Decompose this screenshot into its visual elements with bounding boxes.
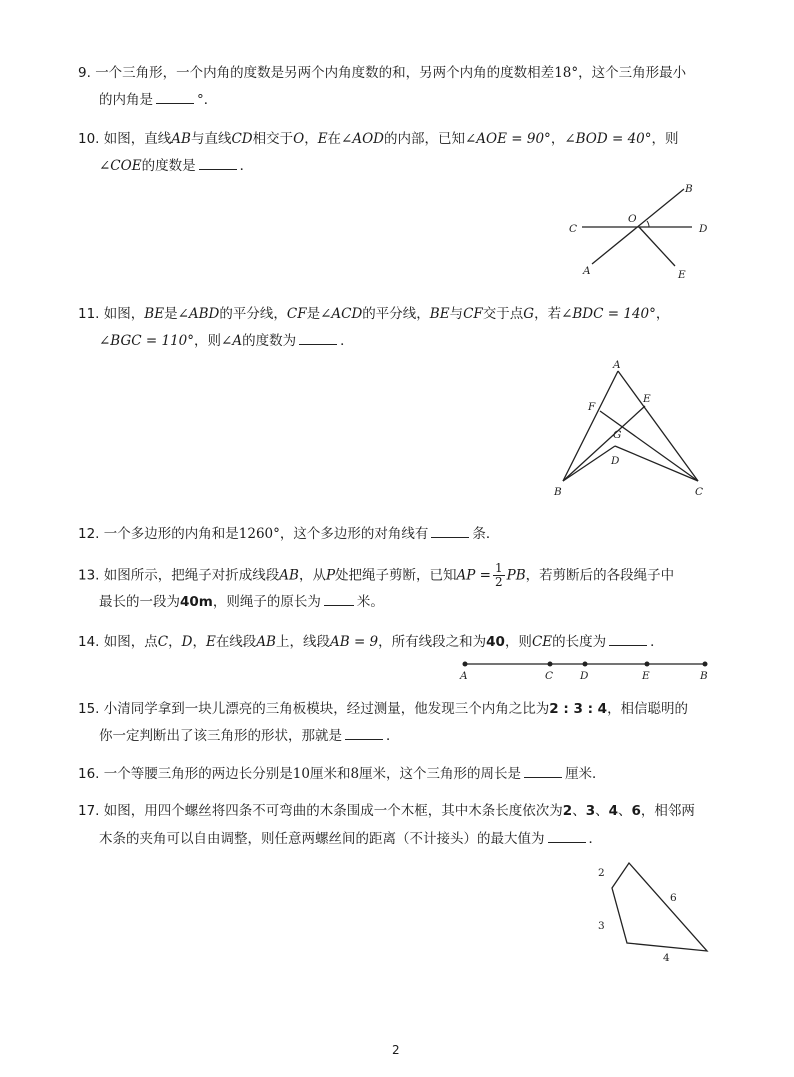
q11-label-E: E — [643, 393, 651, 405]
q11-label-G: G — [613, 429, 622, 441]
q10-label-D: D — [699, 223, 708, 235]
answer-blank[interactable] — [156, 91, 194, 104]
fraction-one-half: $\frac{1}{2}$ — [494, 561, 503, 589]
q17-line-1: 17. 如图，用四个螺丝将四条不可弯曲的木条围成一个木框，其中木条长度依次为2、3、4、6，相邻两 — [78, 803, 695, 819]
q17-number: 17. — [78, 803, 100, 819]
q11-label-F: F — [588, 401, 596, 413]
q11-figure — [545, 355, 720, 500]
page-number: 2 — [392, 1043, 400, 1057]
q14-label-A: A — [460, 670, 468, 682]
answer-blank[interactable] — [299, 332, 337, 345]
q10-label-O: O — [628, 213, 637, 225]
answer-blank[interactable] — [199, 157, 237, 170]
q11-line-2: ∠BGC = 110°，则∠A的度数为 ． — [99, 333, 354, 349]
q15-number: 15. — [78, 701, 100, 717]
q17-label-3: 3 — [598, 920, 605, 932]
answer-blank[interactable] — [431, 525, 469, 538]
answer-blank[interactable] — [345, 727, 383, 740]
q17-figure — [585, 855, 720, 970]
q11-number: 11. — [78, 306, 100, 322]
q12-number: 12. — [78, 526, 100, 542]
q13-number: 13. — [78, 567, 100, 584]
q16-number: 16. — [78, 766, 100, 782]
q14-label-B: B — [700, 670, 708, 682]
answer-blank[interactable] — [324, 593, 354, 606]
answer-blank[interactable] — [609, 633, 647, 646]
q15-line-2: 你一定判断出了该三角形的形状，那就是 ． — [99, 728, 400, 744]
q11-label-D: D — [611, 455, 620, 467]
q14-figure — [455, 655, 720, 683]
q11-label-C: C — [695, 486, 704, 498]
q14-label-D: D — [580, 670, 589, 682]
q13-line-2: 最长的一段为40m，则绳子的原长为 米。 — [99, 594, 384, 610]
q9-number: 9. — [78, 65, 91, 81]
q10-label-B: B — [685, 183, 693, 195]
q10-line-2: ∠COE的度数是 ． — [99, 158, 254, 174]
answer-blank[interactable] — [548, 830, 586, 843]
q10-label-C: C — [569, 223, 578, 235]
q17-line-2: 木条的夹角可以自由调整，则任意两螺丝间的距离（不计接头）的最大值为 ． — [99, 831, 602, 847]
q10-label-A: A — [583, 265, 591, 277]
q17-label-4: 4 — [663, 952, 670, 964]
q10-line-1: 10. 如图，直线AB与直线CD相交于O，E在∠AOD的内部，已知∠AOE = 90°，∠BOD = 40°，则 — [78, 131, 679, 147]
q14-label-E: E — [642, 670, 650, 682]
q15-line-1: 15. 小清同学拿到一块儿漂亮的三角板模块，经过测量，他发现三个内角之比为2 : 3 : 4，相信聪明的 — [78, 701, 689, 717]
q11-label-A: A — [613, 359, 621, 371]
q16-line-1: 16. 一个等腰三角形的两边长分别是10厘米和8厘米，这个三角形的周长是 厘米． — [78, 766, 606, 782]
q10-figure — [560, 180, 720, 280]
q17-label-2: 2 — [598, 867, 605, 879]
q9-line-1: 9. 一个三角形，一个内角的度数是另两个内角度数的和，另两个内角的度数相差18°，这个三角形最小 — [78, 65, 687, 81]
q10-label-E: E — [678, 269, 686, 280]
q11-label-B: B — [554, 486, 562, 498]
q14-line-1: 14. 如图，点C，D，E在线段AB上，线段AB = 9，所有线段之和为40，则CE的长度为 ． — [78, 634, 664, 650]
q13-line-1: 13. 如图所示，把绳子对折成线段AB，从P处把绳子剪断，已知AP = $\frac{1}{2}$ PB，若剪断后的各段绳子中 — [78, 561, 675, 589]
q10-number: 10. — [78, 131, 100, 147]
q9-line-2: 的内角是 °． — [99, 92, 218, 108]
q12-line-1: 12. 一个多边形的内角和是1260°，这个多边形的对角线有 条． — [78, 526, 500, 542]
q17-label-6: 6 — [670, 892, 677, 904]
q14-label-C: C — [545, 670, 554, 682]
q14-number: 14. — [78, 634, 100, 650]
answer-blank[interactable] — [524, 765, 562, 778]
q11-line-1: 11. 如图，BE是∠ABD的平分线，CF是∠ACD的平分线，BE与CF交于点G，若∠BDC = 140°， — [78, 306, 670, 322]
